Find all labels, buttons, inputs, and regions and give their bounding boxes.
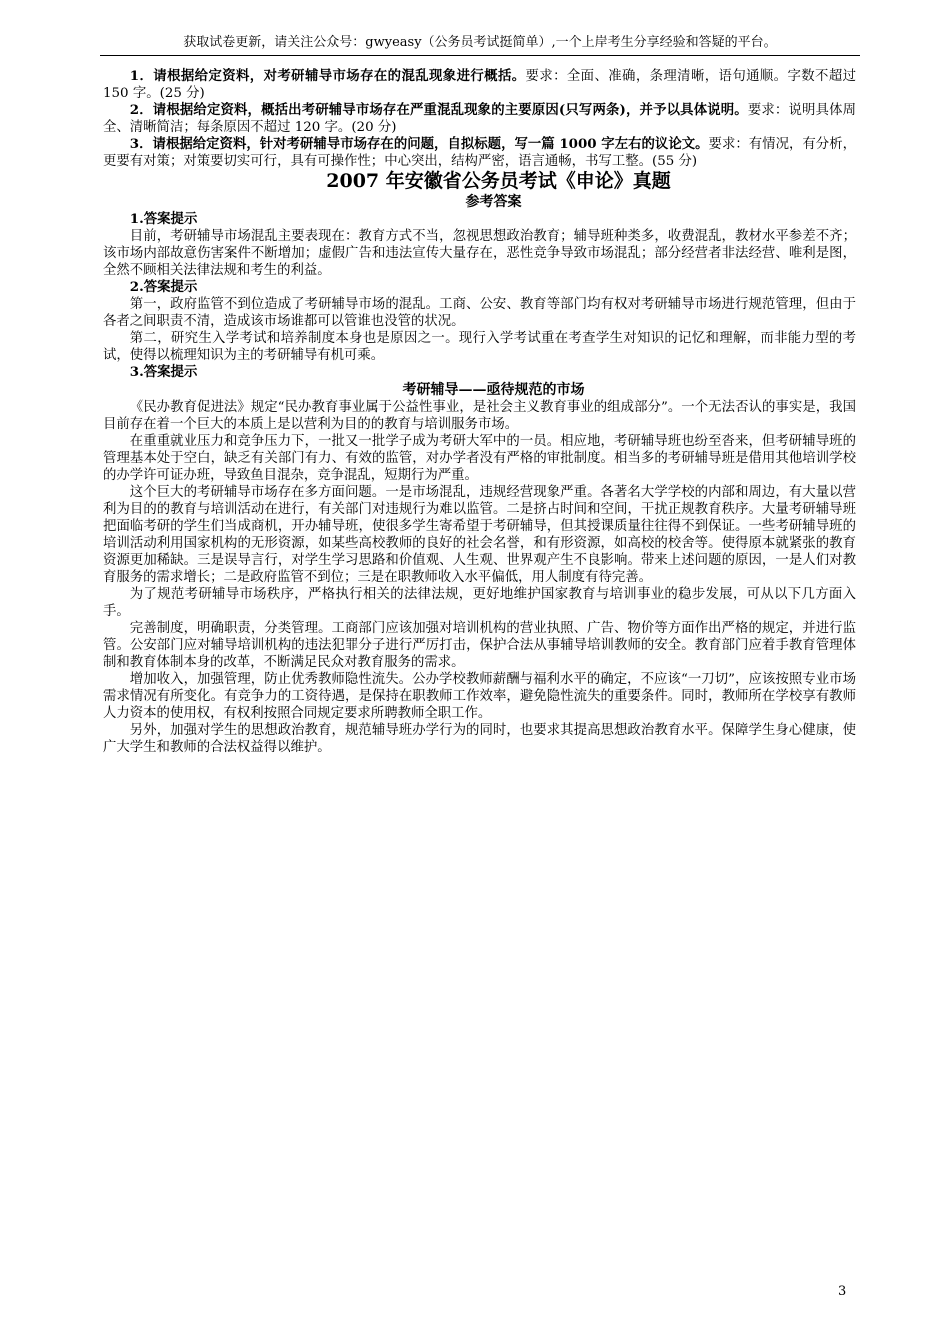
question-3-prompt: 3．请根据给定资料，针对考研辅导市场存在的问题，自拟标题，写一篇 1000 字左右的议论文。 xyxy=(129,136,709,152)
question-2-prompt: 2．请根据给定资料，概括出考研辅导市场存在严重混乱现象的主要原因(只写两条)，并予以具体说明。 xyxy=(129,102,748,118)
essay-paragraph: 《民办教育促进法》规定“民办教育事业属于公益性事业，是社会主义教育事业的组成部分”。一个无法否认的事实是，我国目前存在着一个巨大的本质上是以营利为目的的教育与培训服务市场。 xyxy=(103,400,856,432)
answer-1-paragraph: 目前，考研辅导市场混乱主要表现在：教育方式不当，忽视思想政治教育；辅导班种类多，收费混乱，教材水平参差不齐；该市场内部故意伤害案件不断增加；虚假广告和违法宣传大量存在，恶性竞争导致市场混乱；部分经营者非法经营、唯利是图，全然不顾相关法律法规和考生的利益。 xyxy=(103,229,856,278)
question-1-requirements: 要求：全面、准确，条理清晰，语句通顺。字数不超过 150 字。(25 分) xyxy=(103,69,856,101)
essay-paragraph: 增加收入，加强管理，防止优秀教师隐性流失。公办学校教师薪酬与福利水平的确定，不应该“一刀切”，应该按照专业市场需求情况有所变化。有竞争力的工资待遇，是保持在职教师工作效率，避免隐性流失的重要条件。同时，教师所在学校享有教师人力资本的使用权，有权利按照合同规定要求所聘教师全职工作。 xyxy=(103,672,856,721)
essay-paragraph: 另外，加强对学生的思想政治教育，规范辅导班办学行为的同时，也要求其提高思想政治教育水平。保障学生身心健康，使广大学生和教师的合法权益得以维护。 xyxy=(103,723,856,755)
answer-2-heading: 2.答案提示 xyxy=(129,279,198,295)
question-2-requirements: 要求：说明具体周全、清晰简洁；每条原因不超过 120 字。(20 分) xyxy=(103,103,856,135)
question-3 xyxy=(103,136,856,170)
essay-paragraph: 为了规范考研辅导市场秩序，严格执行相关的法律法规，更好地维护国家教育与培训事业的稳步发展，可从以下几方面入手。 xyxy=(103,587,856,619)
question-2 xyxy=(103,102,856,136)
essay-paragraph: 在重重就业压力和竞争压力下，一批又一批学子成为考研大军中的一员。相应地，考研辅导班也纷至沓来，但考研辅导班的管理基本处于空白，缺乏有关部门有力、有效的监管，对办学者没有严格的审批制度。相当多的考研辅导班是借用其他培训学校的办学许可证办班，导致鱼目混杂，竞争混乱，短期行为严重。 xyxy=(103,434,856,483)
document-title: 2007 年安徽省公务员考试《申论》真题 xyxy=(326,170,671,192)
answer-1-heading: 1.答案提示 xyxy=(129,211,198,227)
essay-paragraph: 完善制度，明确职责，分类管理。工商部门应该加强对培训机构的营业执照、广告、物价等方面作出严格的规定，并进行监管。公安部门应对辅导培训机构的违法犯罪分子进行严厉打击，保护合法从事辅导培训教师的安全。教育部门应着手教育管理体制和教育体制本身的改革，不断满足民众对教育服务的需求。 xyxy=(103,621,856,670)
question-3-requirements: 要求：有情况，有分析，更要有对策；对策要切实可行，具有可操作性；中心突出，结构严密，语言通畅，书写工整。(55 分) xyxy=(103,137,856,169)
document-subtitle: 参考答案 xyxy=(465,194,522,210)
essay-title: 考研辅导——亟待规范的市场 xyxy=(402,382,585,398)
document-body xyxy=(103,68,856,756)
question-1-prompt: 1．请根据给定资料，对考研辅导市场存在的混乱现象进行概括。 xyxy=(129,68,526,84)
essay-paragraph: 这个巨大的考研辅导市场存在多方面问题。一是市场混乱，违规经营现象严重。各著名大学学校的内部和周边，有大量以营利为目的的教育与培训活动在进行，有关部门对违规行为难以监管。二是挤占时间和空间，干扰正规教育秩序。大量考研辅导班把面临考研的学生们当成商机，开办辅导班，使很多学生寄希望于考研辅导，但其授课质量往往得不到保证。一些考研辅导班的培训活动利用国家机构的无形资源，如某些高校教师的良好的社会名誉，和有形资源，如高校的校舍等。使得原本就紧张的教育资源更加稀缺。三是误导言行，对学生学习思路和价值观、人生观、世界观产生不良影响。带来上述问题的原因，一是人们对教育服务的需求增长；二是政府监管不到位；三是在职教师收入水平偏低，用人制度有待完善。 xyxy=(103,485,856,585)
page-number: 3 xyxy=(838,1284,847,1299)
answer-2-paragraph: 第二，研究生入学考试和培养制度本身也是原因之一。现行入学考试重在考查学生对知识的记忆和理解，而非能力型的考试，使得以梳理知识为主的考研辅导有机可乘。 xyxy=(103,331,856,363)
page-header: 获取试卷更新，请关注公众号：gwyeasy（公务员考试挺简单）,一个上岸考生分享经验和答疑的平台。 xyxy=(100,34,860,56)
answer-2-paragraph: 第一，政府监管不到位造成了考研辅导市场的混乱。工商、公安、教育等部门均有权对考研辅导市场进行规范管理，但由于各者之间职责不清，造成该市场谁都可以管谁也没管的状况。 xyxy=(103,297,856,329)
question-1 xyxy=(103,68,856,102)
answer-3-heading: 3.答案提示 xyxy=(129,364,198,380)
